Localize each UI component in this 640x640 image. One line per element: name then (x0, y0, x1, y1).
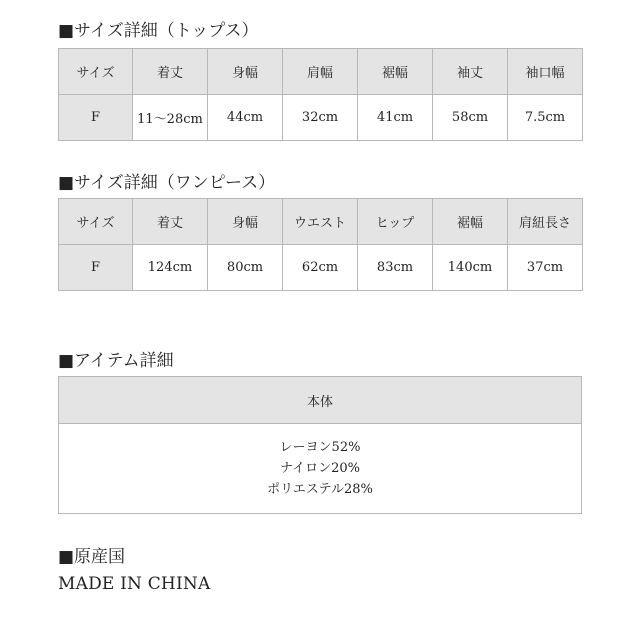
item-section-title: ■アイテム詳細 (58, 351, 174, 371)
table-row (59, 245, 583, 291)
table-header-cell: サイズ (59, 49, 133, 95)
table-header-cell: 身幅 (208, 199, 283, 245)
table-header-cell: 袖口幅 (508, 49, 583, 95)
table-header-cell: 裾幅 (433, 199, 508, 245)
tops-header-row (59, 49, 583, 95)
table-cell: 62cm (283, 245, 358, 291)
table-header-cell: ウエスト (283, 199, 358, 245)
table-header-cell: 肩紐長さ (508, 199, 583, 245)
dress-size-table (58, 198, 583, 291)
table-row (59, 95, 583, 141)
table-cell: 37cm (508, 245, 583, 291)
table-cell: 44cm (208, 95, 283, 141)
table-header-cell: 着丈 (133, 199, 208, 245)
table-cell: 83cm (358, 245, 433, 291)
table-header-cell: 裾幅 (358, 49, 433, 95)
table-cell: 80cm (208, 245, 283, 291)
table-header-cell: 身幅 (208, 49, 283, 95)
table-header-cell: サイズ (59, 199, 133, 245)
tops-size-table (58, 48, 583, 141)
table-cell: 41cm (358, 95, 433, 141)
origin-section-title: ■原産国 (58, 547, 126, 567)
dress-header-row (59, 199, 583, 245)
table-cell: 140cm (433, 245, 508, 291)
dress-section-title: ■サイズ詳細（ワンピース） (58, 173, 276, 193)
table-cell: F (59, 245, 133, 291)
table-header-cell: 肩幅 (283, 49, 358, 95)
table-cell: F (59, 95, 133, 141)
item-detail-box (58, 376, 582, 514)
material-line: ナイロン20% (280, 461, 360, 476)
item-materials (59, 424, 581, 513)
material-line: レーヨン52% (279, 440, 361, 455)
table-cell: 7.5cm (508, 95, 583, 141)
table-cell: 11〜28cm (133, 95, 208, 141)
table-cell: 124cm (133, 245, 208, 291)
origin-value: MADE IN CHINA (58, 574, 211, 594)
table-header-cell: 着丈 (133, 49, 208, 95)
tops-section-title: ■サイズ詳細（トップス） (58, 21, 259, 41)
table-header-cell: ヒップ (358, 199, 433, 245)
table-header-cell: 袖丈 (433, 49, 508, 95)
material-line: ポリエステル28% (267, 482, 373, 497)
table-cell: 32cm (283, 95, 358, 141)
table-cell: 58cm (433, 95, 508, 141)
item-detail-header: 本体 (59, 377, 581, 424)
